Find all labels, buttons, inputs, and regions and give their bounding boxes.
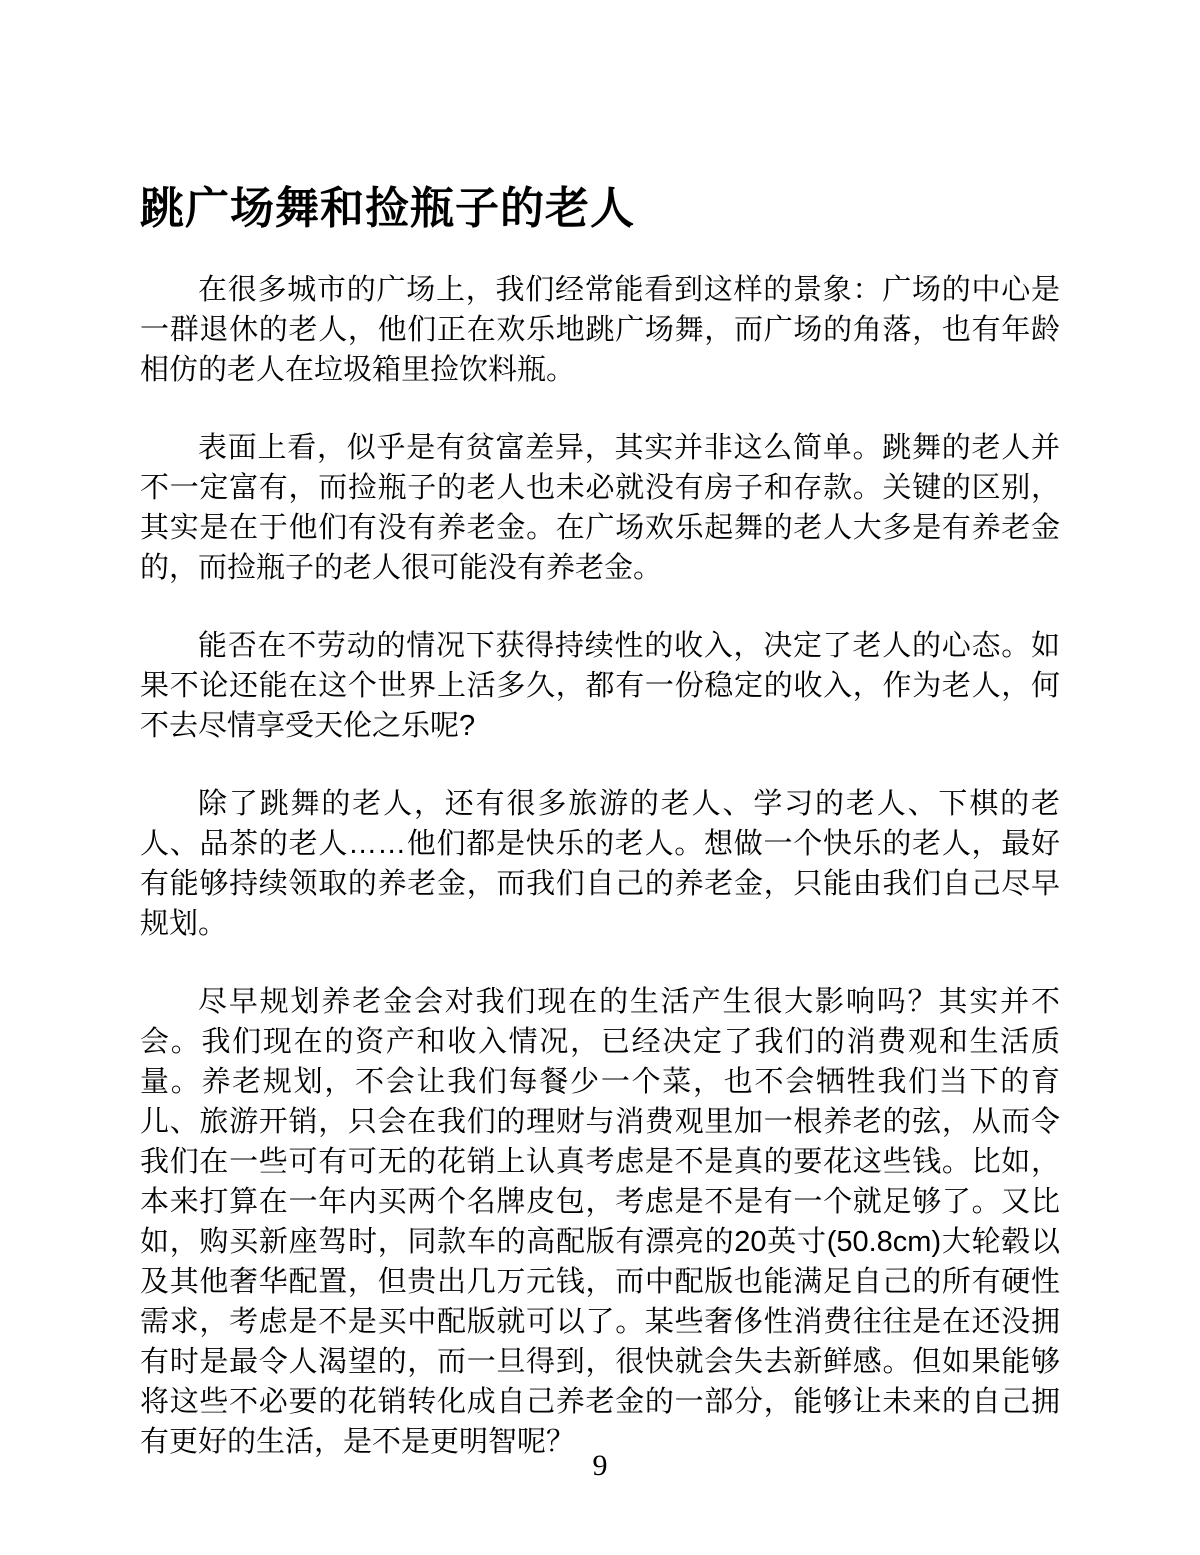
paragraph-3: 能否在不劳动的情况下获得持续性的收入，决定了老人的心态。如果不论还能在这个世界上活多久，都有一份稳定的收入，作为老人，何不去尽情享受天伦之乐呢? (140, 630, 1060, 742)
paragraph-2: 表面上看，似乎是有贫富差异，其实并非这么简单。跳舞的老人并不一定富有，而捡瓶子的老人也未必就没有房子和存款。关键的区别，其实是在于他们有没有养老金。在广场欢乐起舞的老人大多是有养老金的，而捡瓶子的老人很可能没有养老金。 (140, 432, 1060, 584)
paragraph-4: 除了跳舞的老人，还有很多旅游的老人、学习的老人、下棋的老人、品茶的老人……他们都是快乐的老人。想做一个快乐的老人，最好有能够持续领取的养老金，而我们自己的养老金，只能由我们自己尽早规划。 (140, 788, 1060, 940)
paragraph-5: 尽早规划养老金会对我们现在的生活产生很大影响吗？其实并不会。我们现在的资产和收入情况，已经决定了我们的消费观和生活质量。养老规划，不会让我们每餐少一个菜，也不会牺牲我们当下的育儿、旅游开销，只会在我们的理财与消费观里加一根养老的弦，从而令我们在一些可有可无的花销上认真考虑是不是真的要花这些钱。比如，本来打算在一年内买两个名牌皮包，考虑是不是有一个就足够了。又比如，购买新座驾时，同款车的高配版有漂亮的20英寸(50.8cm)大轮毂以及其他奢华配置，但贵出几万元钱，而中配版也能满足自己的所有硬性需求，考虑是不是买中配版就可以了。某些奢侈性消费往往是在还没拥有时是最令人渴望的，而一旦得到，很快就会失去新鲜感。但如果能够将这些不必要的花销转化成自己养老金的一部分，能够让未来的自己拥有更好的生活，是不是更明智呢？ (140, 986, 1060, 1458)
paragraph-1: 在很多城市的广场上，我们经常能看到这样的景象：广场的中心是一群退休的老人，他们正在欢乐地跳广场舞，而广场的角落，也有年龄相仿的老人在垃圾箱里捡饮料瓶。 (140, 274, 1060, 386)
page-number: 9 (592, 1449, 608, 1482)
page-title: 跳广场舞和捡瓶子的老人 (140, 184, 635, 233)
